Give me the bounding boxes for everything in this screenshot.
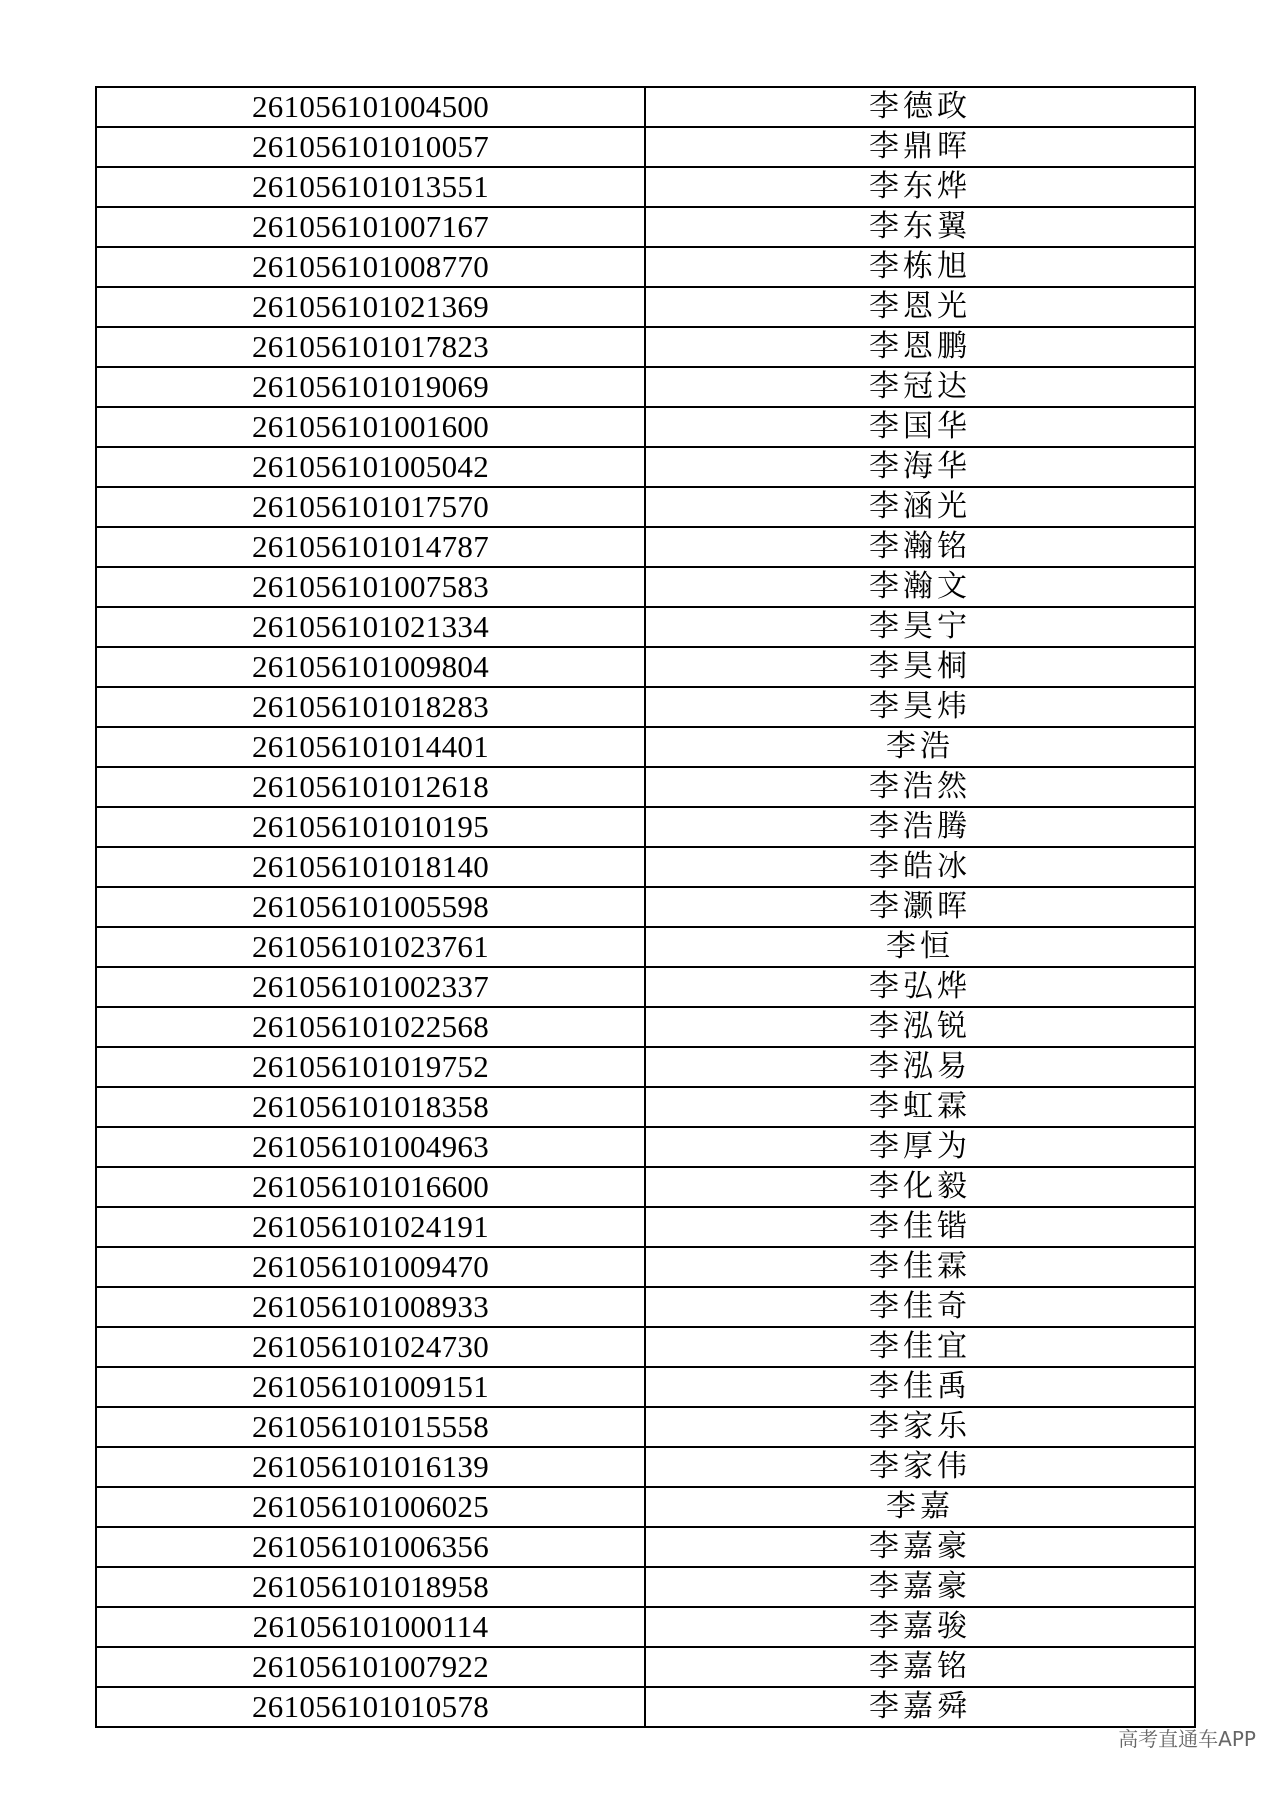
candidate-id-cell: 261056101009151 [96, 1367, 645, 1407]
candidate-id-cell: 261056101021369 [96, 287, 645, 327]
candidate-name-cell: 李嘉骏 [645, 1607, 1195, 1647]
candidate-id-cell: 261056101004963 [96, 1127, 645, 1167]
candidate-name-cell: 李皓冰 [645, 847, 1195, 887]
candidate-table [95, 86, 1196, 1728]
candidate-id-cell: 261056101016600 [96, 1167, 645, 1207]
table-row [96, 1367, 1195, 1407]
candidate-name-cell: 李嘉铭 [645, 1647, 1195, 1687]
candidate-id-cell: 261056101008770 [96, 247, 645, 287]
table-row [96, 1247, 1195, 1287]
candidate-id-cell: 261056101001600 [96, 407, 645, 447]
candidate-name-cell: 李浩 [645, 727, 1195, 767]
candidate-name-cell: 李化毅 [645, 1167, 1195, 1207]
table-row [96, 1087, 1195, 1127]
table-row [96, 287, 1195, 327]
candidate-name-cell: 李佳宜 [645, 1327, 1195, 1367]
candidate-id-cell: 261056101002337 [96, 967, 645, 1007]
candidate-id-cell: 261056101018958 [96, 1567, 645, 1607]
candidate-id-cell: 261056101007583 [96, 567, 645, 607]
table-row [96, 647, 1195, 687]
watermark: 高考直通车APP [1118, 1727, 1256, 1751]
candidate-name-cell: 李弘烨 [645, 967, 1195, 1007]
candidate-name-cell: 李瀚文 [645, 567, 1195, 607]
candidate-name-cell: 李浩然 [645, 767, 1195, 807]
candidate-name-cell: 李嘉舜 [645, 1687, 1195, 1727]
candidate-id-cell: 261056101014787 [96, 527, 645, 567]
table-row [96, 127, 1195, 167]
candidate-id-cell: 261056101004500 [96, 87, 645, 127]
table-row [96, 567, 1195, 607]
table-row [96, 927, 1195, 967]
table-row [96, 447, 1195, 487]
table-row [96, 607, 1195, 647]
candidate-name-cell: 李冠达 [645, 367, 1195, 407]
table-row [96, 247, 1195, 287]
candidate-name-cell: 李嘉 [645, 1487, 1195, 1527]
candidate-name-cell: 李家伟 [645, 1447, 1195, 1487]
table-row [96, 1327, 1195, 1367]
candidate-id-cell: 261056101021334 [96, 607, 645, 647]
candidate-name-cell: 李鼎晖 [645, 127, 1195, 167]
candidate-id-cell: 261056101023761 [96, 927, 645, 967]
candidate-id-cell: 261056101006356 [96, 1527, 645, 1567]
candidate-id-cell: 261056101016139 [96, 1447, 645, 1487]
table-row [96, 87, 1195, 127]
candidate-name-cell: 李嘉豪 [645, 1567, 1195, 1607]
candidate-name-cell: 李东烨 [645, 167, 1195, 207]
candidate-id-cell: 261056101006025 [96, 1487, 645, 1527]
candidate-name-cell: 李佳锴 [645, 1207, 1195, 1247]
candidate-id-cell: 261056101017823 [96, 327, 645, 367]
candidate-name-cell: 李佳禹 [645, 1367, 1195, 1407]
candidate-id-cell: 261056101017570 [96, 487, 645, 527]
candidate-id-cell: 261056101015558 [96, 1407, 645, 1447]
candidate-name-cell: 李厚为 [645, 1127, 1195, 1167]
candidate-id-cell: 261056101018358 [96, 1087, 645, 1127]
table-row [96, 1287, 1195, 1327]
table-row [96, 847, 1195, 887]
candidate-id-cell: 261056101007167 [96, 207, 645, 247]
candidate-name-cell: 李泓易 [645, 1047, 1195, 1087]
table-row [96, 167, 1195, 207]
candidate-id-cell: 261056101024191 [96, 1207, 645, 1247]
table-row [96, 1647, 1195, 1687]
candidate-name-cell: 李涵光 [645, 487, 1195, 527]
candidate-name-cell: 李国华 [645, 407, 1195, 447]
candidate-name-cell: 李浩腾 [645, 807, 1195, 847]
candidate-id-cell: 261056101010578 [96, 1687, 645, 1727]
candidate-id-cell: 261056101018140 [96, 847, 645, 887]
table-row [96, 967, 1195, 1007]
candidate-id-cell: 261056101000114 [96, 1607, 645, 1647]
candidate-id-cell: 261056101019752 [96, 1047, 645, 1087]
table-row [96, 487, 1195, 527]
table-row [96, 207, 1195, 247]
candidate-table-body [96, 87, 1195, 1727]
candidate-name-cell: 李德政 [645, 87, 1195, 127]
table-row [96, 367, 1195, 407]
table-row [96, 1447, 1195, 1487]
table-row [96, 1687, 1195, 1727]
candidate-id-cell: 261056101005042 [96, 447, 645, 487]
candidate-id-cell: 261056101010195 [96, 807, 645, 847]
candidate-name-cell: 李东翼 [645, 207, 1195, 247]
candidate-name-cell: 李家乐 [645, 1407, 1195, 1447]
table-row [96, 1127, 1195, 1167]
candidate-id-cell: 261056101019069 [96, 367, 645, 407]
table-row [96, 1207, 1195, 1247]
candidate-name-cell: 李昊炜 [645, 687, 1195, 727]
table-row [96, 327, 1195, 367]
candidate-id-cell: 261056101018283 [96, 687, 645, 727]
candidate-id-cell: 261056101022568 [96, 1007, 645, 1047]
table-row [96, 767, 1195, 807]
candidate-name-cell: 李佳霖 [645, 1247, 1195, 1287]
candidate-id-cell: 261056101005598 [96, 887, 645, 927]
table-row [96, 1047, 1195, 1087]
table-row [96, 1527, 1195, 1567]
table-row [96, 687, 1195, 727]
candidate-name-cell: 李恩光 [645, 287, 1195, 327]
candidate-id-cell: 261056101012618 [96, 767, 645, 807]
candidate-name-cell: 李昊宁 [645, 607, 1195, 647]
candidate-id-cell: 261056101007922 [96, 1647, 645, 1687]
candidate-name-cell: 李佳奇 [645, 1287, 1195, 1327]
candidate-id-cell: 261056101010057 [96, 127, 645, 167]
table-row [96, 887, 1195, 927]
candidate-id-cell: 261056101014401 [96, 727, 645, 767]
candidate-name-cell: 李灏晖 [645, 887, 1195, 927]
candidate-id-cell: 261056101008933 [96, 1287, 645, 1327]
table-row [96, 407, 1195, 447]
candidate-id-cell: 261056101009804 [96, 647, 645, 687]
candidate-id-cell: 261056101024730 [96, 1327, 645, 1367]
table-row [96, 1487, 1195, 1527]
candidate-id-cell: 261056101013551 [96, 167, 645, 207]
table-row [96, 727, 1195, 767]
table-row [96, 1167, 1195, 1207]
table-row [96, 807, 1195, 847]
candidate-id-cell: 261056101009470 [96, 1247, 645, 1287]
candidate-name-cell: 李栋旭 [645, 247, 1195, 287]
candidate-name-cell: 李瀚铭 [645, 527, 1195, 567]
table-row [96, 1607, 1195, 1647]
candidate-name-cell: 李海华 [645, 447, 1195, 487]
candidate-name-cell: 李泓锐 [645, 1007, 1195, 1047]
candidate-name-cell: 李恒 [645, 927, 1195, 967]
candidate-name-cell: 李昊桐 [645, 647, 1195, 687]
candidate-name-cell: 李嘉豪 [645, 1527, 1195, 1567]
candidate-name-cell: 李恩鹏 [645, 327, 1195, 367]
table-row [96, 1407, 1195, 1447]
table-row [96, 1567, 1195, 1607]
table-row [96, 527, 1195, 567]
candidate-name-cell: 李虹霖 [645, 1087, 1195, 1127]
table-row [96, 1007, 1195, 1047]
